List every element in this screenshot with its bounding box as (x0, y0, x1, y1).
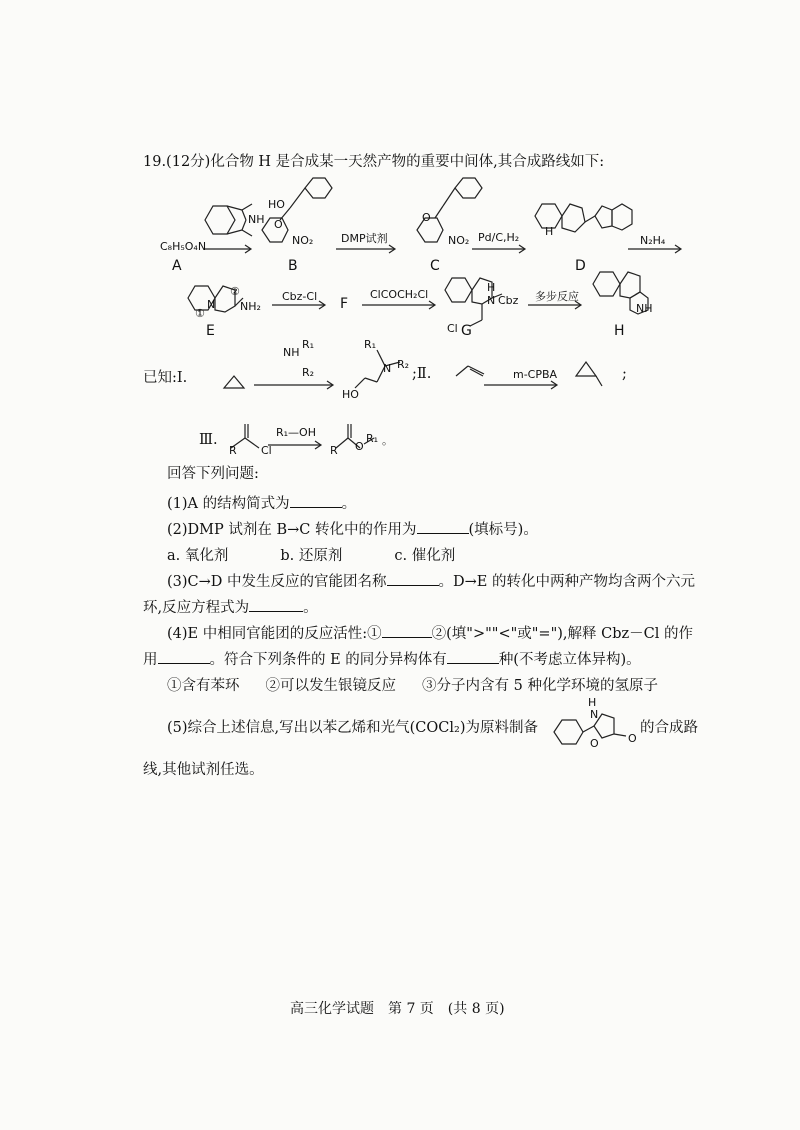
q4-line2 (143, 648, 641, 669)
o-label-oxaz-1: O (590, 737, 599, 750)
period-known: 。 (382, 434, 393, 447)
arrow-d-e (628, 244, 688, 254)
r-label-ester: R (330, 444, 338, 457)
known-prefix: 已知:Ⅰ. (143, 370, 188, 386)
q4-blank-1[interactable] (382, 623, 432, 638)
q5-text-b: 的合成路 (640, 720, 698, 736)
arrow-f-g (362, 300, 442, 310)
roman-2: ;Ⅱ. (412, 366, 432, 382)
label-h: H (614, 323, 625, 339)
q4-text-c: 用 (143, 652, 158, 668)
answers-intro: 回答下列问题: (167, 466, 259, 482)
h-label-d: H (545, 225, 554, 238)
epoxide-2 (570, 352, 610, 392)
q3-blank-2[interactable] (249, 597, 303, 612)
ho-label-b: HO (268, 198, 285, 211)
label-g: G (461, 323, 472, 339)
n-label-prod: N (383, 362, 392, 375)
no2-label-b: NO₂ (292, 234, 314, 247)
h-label-g: H (487, 281, 496, 294)
r2-label-i: R₂ (302, 366, 315, 379)
arrow-known-3 (268, 440, 328, 450)
reagent-mcpba: m-CPBA (513, 368, 558, 381)
o-label-ester: O (355, 440, 364, 453)
n-label-g: N (487, 294, 496, 307)
hn-label: NH (283, 346, 300, 359)
label-a: A (172, 258, 182, 274)
reagent-clcoch2cl: ClCOCH₂Cl (370, 288, 429, 301)
ho-label-i: HO (342, 388, 359, 401)
o-label-b: O (274, 218, 283, 231)
n-label-e: N (207, 298, 216, 311)
condition-1: ①含有苯环 (167, 678, 240, 694)
n-label-oxaz: N (590, 708, 599, 721)
q2-option-c: c. 催化剂 (394, 548, 456, 564)
arrow-b-c (336, 244, 401, 254)
page-footer: 高三化学试题 第 7 页 (共 8 页) (290, 1001, 505, 1017)
roman-3: Ⅲ. (199, 432, 218, 448)
condition-2: ②可以发生银镜反应 (265, 678, 396, 694)
reagent-pdc: Pd/C,H₂ (478, 231, 520, 244)
arrow-e-f (272, 300, 332, 310)
q3-blank-1[interactable] (387, 571, 439, 586)
q1-blank[interactable] (290, 493, 342, 508)
arrow-a-b (205, 244, 255, 254)
q2-option-a: a. 氧化剂 (167, 548, 229, 564)
q2 (167, 518, 538, 539)
arrow-g-h (528, 300, 588, 310)
start-formula: C₈H₅O₄N (160, 240, 207, 253)
o-label-c: O (422, 211, 431, 224)
q4-line1 (167, 622, 693, 643)
label-f: F (340, 296, 349, 312)
label-e: E (206, 323, 215, 339)
circ2-label: ② (230, 285, 240, 298)
r1-label-ester: R₁ (366, 432, 379, 445)
q2-end: (填标号)。 (468, 522, 538, 538)
cl-label-acyl: Cl (261, 444, 272, 457)
cbz-label: Cbz (498, 294, 519, 307)
q4-conditions (167, 674, 658, 695)
q2-option-b: b. 还原剂 (280, 548, 343, 564)
r2-label-prod: R₂ (397, 358, 410, 371)
q4-text-e: 种(不考虑立体异构)。 (498, 652, 641, 668)
label-c: C (430, 258, 440, 274)
q4-blank-2[interactable] (158, 649, 210, 664)
q4-text-d: 。符合下列条件的 E 的同分异构体有 (209, 652, 447, 668)
reagent-cbz: Cbz-Cl (282, 290, 318, 303)
o-label-oxaz-2: O (628, 732, 637, 745)
condition-3: ③分子内含有 5 种化学环境的氢原子 (422, 678, 658, 694)
arrow-known-1 (254, 380, 339, 390)
r1-label-prod: R₁ (364, 338, 377, 351)
arrow-known-2 (484, 380, 564, 390)
known-semicolon: ; (622, 366, 627, 382)
q1 (167, 492, 356, 513)
q5-text-a: (5)综合上述信息,写出以苯乙烯和光气(COCl₂)为原料制备 (167, 720, 538, 736)
label-b: B (288, 258, 298, 274)
reagent-multistep: 多步反应 (535, 290, 579, 303)
q1-text: (1)A 的结构简式为 (167, 496, 290, 512)
circ1-label: ① (195, 307, 205, 320)
nh-label-a: NH (248, 213, 265, 226)
reagent-r1oh: R₁—OH (276, 426, 316, 439)
q4-text-b: ②(填">""<"或"="),解释 Cbz－Cl 的作 (431, 626, 693, 642)
q3-line1 (167, 570, 695, 591)
no2-label-c: NO₂ (448, 234, 470, 247)
q3-end: 。 (303, 600, 318, 616)
q1-end: 。 (341, 496, 357, 512)
cl-label-g: Cl (447, 322, 458, 335)
q3-line2 (143, 596, 318, 617)
q3-text-b: 。D→E 的转化中两种产物均含两个六元 (438, 574, 695, 590)
nh-label-h: NH (636, 302, 653, 315)
r1-label-i: R₁ (302, 338, 315, 351)
structure-d (530, 198, 640, 250)
q2-blank[interactable] (417, 519, 469, 534)
q5-text-c: 线,其他试剂任选。 (143, 762, 264, 778)
question-header: 19.(12分)化合物 H 是合成某一天然产物的重要中间体,其合成路线如下: (143, 154, 605, 170)
r-label-acyl: R (229, 444, 237, 457)
q3-text-a: (3)C→D 中发生反应的官能团名称 (167, 574, 387, 590)
reagent-dmp: DMP试剂 (341, 232, 388, 245)
arrow-c-d (472, 244, 532, 254)
label-d: D (575, 258, 586, 274)
reagent-n2h4: N₂H₄ (640, 234, 666, 247)
q2-text: (2)DMP 试剂在 B→C 转化中的作用为 (167, 522, 417, 538)
q4-text-a: (4)E 中相同官能团的反应活性:① (167, 626, 382, 642)
h-label-oxaz: H (588, 696, 597, 709)
q4-blank-3[interactable] (447, 649, 499, 664)
nh2-label: NH₂ (240, 300, 261, 313)
q3-text-c: 环,反应方程式为 (143, 600, 250, 616)
q2-options (167, 544, 455, 565)
epoxide-1 (220, 370, 250, 392)
